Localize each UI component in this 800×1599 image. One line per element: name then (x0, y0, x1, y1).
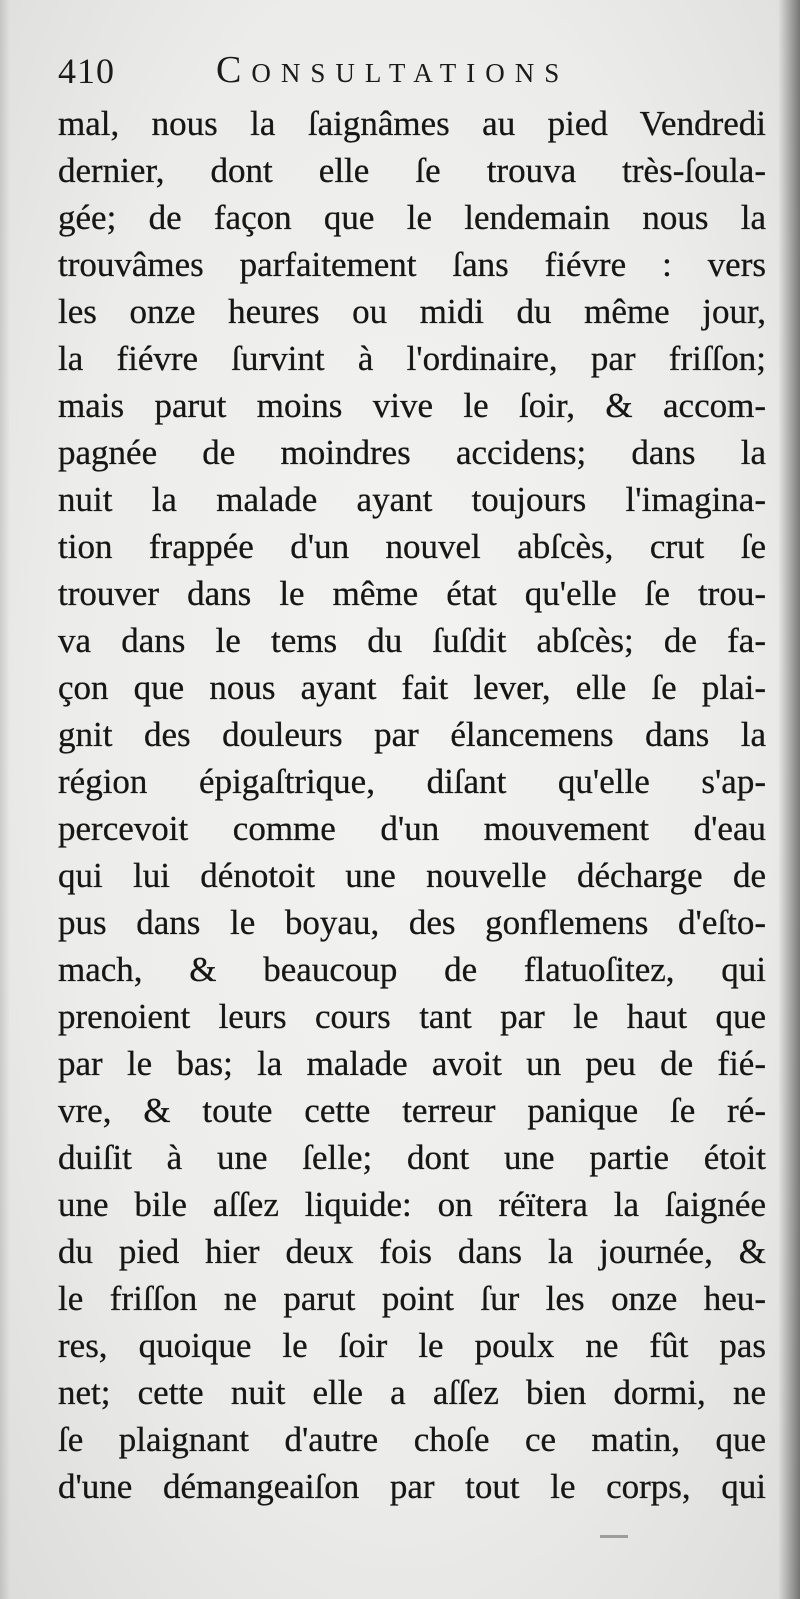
text-line: gée; de façon que le lendemain nous la (58, 198, 766, 237)
text-line: du pied hier deux fois dans la journée, & (58, 1232, 766, 1271)
text-line: mach, & beaucoup de flatuoſitez, qui (58, 950, 766, 989)
text-line: prenoient leurs cours tant par le haut que (58, 997, 766, 1036)
text-line: une bile aſſez liquide: on réïtera la ſaignée (58, 1185, 766, 1224)
text-line: tion frappée d'un nouvel abſcès, crut ſe (58, 527, 766, 566)
ink-smudge (600, 1535, 628, 1538)
text-line: la fiévre ſurvint à l'ordinaire, par friſſon; (58, 339, 766, 378)
page-left-edge (0, 0, 10, 1599)
text-line: qui lui dénotoit une nouvelle décharge de (58, 856, 766, 895)
text-line: les onze heures ou midi du même jour, (58, 292, 766, 331)
text-line: le friſſon ne parut point ſur les onze heu- (58, 1279, 766, 1318)
page-number: 410 (58, 51, 115, 91)
gutter-shadow (778, 0, 800, 1599)
text-line: région épigaſtrique, diſant qu'elle s'ap- (58, 762, 766, 801)
text-line: mais parut moins vive le ſoir, & accom- (58, 386, 766, 425)
text-line: pus dans le boyau, des gonflemens d'eſto- (58, 903, 766, 942)
text-line: vre, & toute cette terreur panique ſe ré- (58, 1091, 766, 1130)
running-head: Consultations (216, 49, 570, 91)
body-text (58, 100, 766, 1510)
text-line: d'une démangeaiſon par tout le corps, qui (58, 1467, 766, 1506)
page-header (58, 44, 758, 100)
text-line: çon que nous ayant fait lever, elle ſe plai- (58, 668, 766, 707)
text-line: duiſit à une ſelle; dont une partie étoit (58, 1138, 766, 1177)
text-line: trouver dans le même état qu'elle ſe trou- (58, 574, 766, 613)
text-line: par le bas; la malade avoit un peu de fié- (58, 1044, 766, 1083)
text-line: dernier, dont elle ſe trouva très-ſoula- (58, 151, 766, 190)
text-line: trouvâmes parfaitement ſans fiévre : vers (58, 245, 766, 284)
text-line: gnit des douleurs par élancemens dans la (58, 715, 766, 754)
text-line: ſe plaignant d'autre choſe ce matin, que (58, 1420, 766, 1459)
text-line: net; cette nuit elle a aſſez bien dormi, ne (58, 1373, 766, 1412)
text-line: va dans le tems du ſuſdit abſcès; de fa- (58, 621, 766, 660)
text-line: pagnée de moindres accidens; dans la (58, 433, 766, 472)
text-line: res, quoique le ſoir le poulx ne fût pas (58, 1326, 766, 1365)
text-line: mal, nous la ſaignâmes au pied Vendredi (58, 104, 766, 143)
text-line: percevoit comme d'un mouvement d'eau (58, 809, 766, 848)
text-line: nuit la malade ayant toujours l'imagina- (58, 480, 766, 519)
